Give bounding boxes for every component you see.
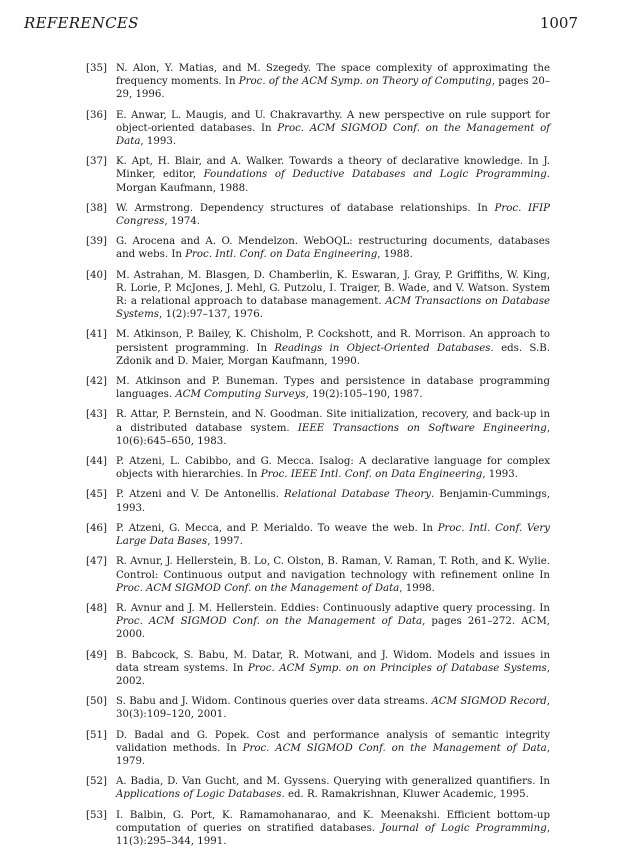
reference-entry [86, 602, 550, 642]
reference-venue: Proc. ACM SIGMOD Conf. on the Management of Data [116, 582, 400, 594]
reference-entry [86, 455, 550, 481]
reference-entry [86, 202, 550, 228]
reference-venue: Applications of Logic Databases [116, 789, 282, 801]
reference-list [86, 62, 550, 855]
reference-number: [53] [86, 809, 107, 821]
page-header [24, 14, 578, 32]
reference-entry [86, 328, 550, 368]
reference-segment: R. Avnur and J. M. Hellerstein. Eddies: Continuously adaptive query processing. In [116, 602, 550, 614]
reference-segment: I. Balbin, G. Port, K. Ramamohanarao, and K. Meenakshi. Efficient bottom-up computation of queries on stratified databases. [116, 809, 550, 834]
reference-number: [39] [86, 236, 107, 248]
reference-segment: A. Badia, D. Van Gucht, and M. Gyssens. Querying with generalized quantifiers. In [116, 776, 550, 788]
reference-segment: , 30(3):109–120, 2001. [116, 696, 550, 721]
reference-segment: , pages 261–272. ACM, 2000. [116, 616, 551, 641]
reference-number: [41] [86, 329, 107, 341]
reference-entry [86, 375, 550, 401]
reference-text [116, 62, 550, 102]
reference-segment: . eds. S.B. Zdonik and D. Maier, Morgan Kaufmann, 1990. [116, 342, 550, 367]
reference-venue: Readings in Object-Oriented Databases [274, 342, 491, 354]
reference-venue: Proc. IEEE Intl. Conf. on Data Engineering [260, 469, 483, 481]
reference-segment: R. Avnur, J. Hellerstein, B. Lo, C. Olston, B. Raman, V. Raman, T. Roth, and K. Wylie. Control: Continuous output and navigation technology with refinement online In [116, 556, 550, 581]
reference-venue: Proc. of the ACM Symp. on Theory of Computing [238, 76, 492, 88]
reference-text [116, 328, 550, 368]
reference-entry [86, 408, 550, 448]
reference-venue: ACM SIGMOD Record [431, 696, 547, 708]
reference-entry [86, 809, 550, 849]
reference-text [116, 408, 550, 448]
reference-venue: Proc. IFIP Congress [116, 202, 550, 228]
reference-text [116, 695, 550, 721]
reference-number: [42] [86, 376, 107, 388]
reference-number: [45] [86, 489, 107, 501]
reference-number: [44] [86, 456, 107, 468]
reference-entry [86, 729, 550, 769]
reference-segment: , 10(6):645–650, 1983. [116, 422, 550, 447]
reference-segment: , 1974. [164, 216, 201, 228]
reference-venue: IEEE Transactions on Software Engineering [297, 422, 547, 434]
reference-segment: . Morgan Kaufmann, 1988. [116, 169, 550, 194]
reference-number: [46] [86, 522, 107, 534]
reference-entry [86, 522, 550, 548]
reference-segment: . ed. R. Ramakrishnan, Kluwer Academic, 1995. [281, 789, 529, 801]
section-title: REFERENCES [24, 14, 139, 32]
reference-segment: , 2002. [116, 662, 550, 687]
reference-segment: . Benjamin-Cummings, 1993. [116, 489, 550, 514]
reference-segment: M. Atkinson and P. Buneman. Types and persistence in database programming languages. [116, 376, 550, 401]
reference-text [116, 488, 550, 514]
reference-segment: K. Apt, H. Blair, and A. Walker. Towards a theory of declarative knowledge. In J. Minker, editor, [116, 156, 550, 181]
reference-text [116, 729, 550, 769]
reference-segment: , 1979. [116, 742, 550, 767]
reference-venue: Proc. ACM SIGMOD Conf. on the Management of Data [116, 616, 423, 628]
reference-entry [86, 649, 550, 689]
reference-segment: E. Anwar, L. Maugis, and U. Chakravarthy. A new perspective on rule support for object-oriented databases. In [116, 109, 550, 134]
reference-segment: , 1988. [377, 249, 413, 261]
reference-venue: Proc. Intl. Conf. on Data Engineering [185, 249, 378, 261]
reference-text [116, 269, 550, 322]
reference-segment: R. Attar, P. Bernstein, and N. Goodman. Site initialization, recovery, and back-up in a distributed database system. [116, 409, 550, 434]
reference-segment: W. Armstrong. Dependency structures of database relationships. In [116, 202, 495, 214]
reference-venue: Proc. Intl. Conf. Very Large Data Bases [116, 522, 550, 548]
reference-venue: Proc. ACM SIGMOD Conf. on the Management of Data [116, 122, 550, 148]
reference-number: [36] [86, 109, 107, 121]
reference-number: [51] [86, 729, 107, 741]
reference-segment: , 1997. [207, 536, 243, 548]
reference-text [116, 649, 550, 689]
reference-number: [50] [86, 696, 107, 708]
reference-segment: , 1998. [399, 582, 435, 594]
reference-text [116, 809, 550, 849]
reference-segment: M. Atkinson, P. Bailey, K. Chisholm, P. Cockshott, and R. Morrison. An approach to persistent programming. In [116, 329, 550, 354]
reference-segment: , 1(2):97–137, 1976. [158, 309, 263, 321]
reference-segment: , pages 20–29, 1996. [116, 76, 550, 101]
reference-number: [47] [86, 556, 107, 568]
reference-entry [86, 555, 550, 595]
reference-text [116, 602, 550, 642]
reference-text [116, 202, 550, 228]
reference-segment: , 11(3):295–344, 1991. [116, 822, 550, 847]
reference-entry [86, 695, 550, 721]
reference-venue: Relational Database Theory [284, 489, 431, 501]
reference-segment: P. Atzeni and V. De Antonellis. [116, 489, 285, 501]
reference-entry [86, 235, 550, 261]
reference-segment: , 1993. [140, 136, 177, 148]
page-number: 1007 [539, 14, 578, 32]
reference-text [116, 555, 550, 595]
reference-venue: ACM Transactions on Database Systems [116, 296, 550, 321]
reference-number: [49] [86, 649, 107, 661]
reference-text [116, 455, 550, 481]
reference-entry [86, 62, 550, 102]
reference-text [116, 155, 550, 195]
reference-segment: , 1993. [482, 469, 518, 481]
reference-segment: S. Babu and J. Widom. Continous queries over data streams. [116, 696, 432, 708]
reference-segment: , 19(2):105–190, 1987. [305, 389, 423, 401]
reference-venue: Foundations of Deductive Databases and Logic Programming [203, 169, 547, 181]
reference-entry [86, 269, 550, 322]
reference-number: [48] [86, 602, 107, 614]
reference-number: [35] [86, 63, 107, 74]
reference-venue: Proc. ACM SIGMOD Conf. on the Management of Data [242, 742, 547, 754]
reference-venue: ACM Computing Surveys [175, 389, 306, 401]
reference-number: [52] [86, 776, 107, 788]
reference-segment: G. Arocena and A. O. Mendelzon. WebOQL: restructuring documents, databases and webs. In [116, 236, 550, 261]
reference-text [116, 109, 550, 149]
reference-venue: Journal of Logic Programming [381, 822, 547, 834]
reference-venue: Proc. ACM Symp. on on Principles of Database Systems [247, 662, 547, 674]
reference-segment: P. Atzeni, G. Mecca, and P. Merialdo. To weave the web. In [116, 522, 438, 534]
reference-number: [43] [86, 409, 107, 421]
reference-text [116, 522, 550, 548]
reference-segment: P. Atzeni, L. Cabibbo, and G. Mecca. Isalog: A declarative language for complex objects with hierarchies. In [116, 456, 550, 481]
reference-entry [86, 155, 550, 195]
reference-entry [86, 775, 550, 801]
reference-segment: M. Astrahan, M. Blasgen, D. Chamberlin, K. Eswaran, J. Gray, P. Griffiths, W. King, R. Lorie, P. McJones, J. Mehl, G. Putzolu, I. Traiger, B. Wade, and V. Watson. System R: a relational approach to database management. [116, 269, 550, 308]
reference-number: [37] [86, 156, 107, 168]
reference-segment: B. Babcock, S. Babu, M. Datar, R. Motwani, and J. Widom. Models and issues in data stream systems. In [116, 649, 550, 674]
reference-segment: D. Badal and G. Popek. Cost and performance analysis of semantic integrity validation methods. In [116, 729, 550, 754]
reference-entry [86, 109, 550, 149]
reference-text [116, 235, 550, 261]
reference-segment: N. Alon, Y. Matias, and M. Szegedy. The space complexity of approximating the frequency moments. In [116, 63, 550, 88]
reference-text [116, 775, 550, 801]
reference-number: [40] [86, 269, 107, 281]
reference-text [116, 375, 550, 401]
reference-entry [86, 488, 550, 514]
reference-number: [38] [86, 202, 107, 214]
